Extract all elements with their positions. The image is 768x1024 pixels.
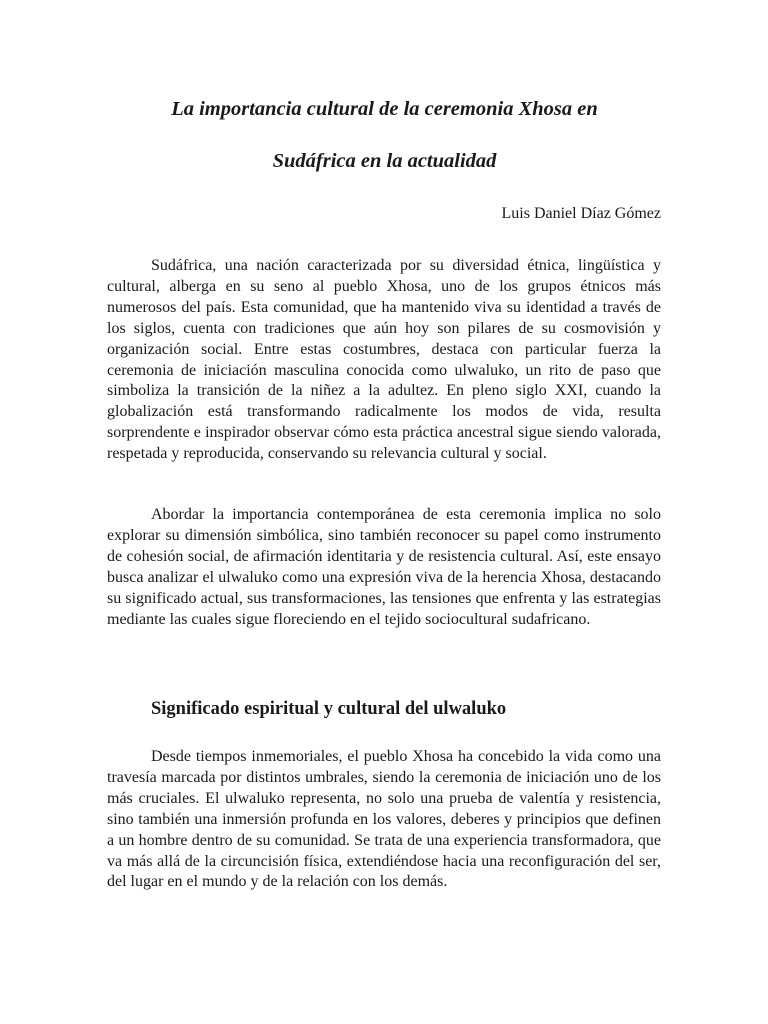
intro-paragraph-2: Abordar la importancia contemporánea de esta ceremonia implica no solo explorar su dimensión simbólica, sino también reconocer su papel como instrumento de cohesión social, de afirmación identitaria y de resistencia cultural. Así, este ensayo busca analizar el ulwaluko como una expresión viva de la herencia Xhosa, destacando su significado actual, sus transformaciones, las tensiones que enfrenta y las estrategias mediante las cuales sigue floreciendo en el tejido sociocultural sudafricano.	[107, 506, 661, 628]
document-author: Luis Daniel Díaz Gómez	[501, 205, 661, 222]
section-paragraph: Desde tiempos inmemoriales, el pueblo Xhosa ha concebido la vida como una travesía marcada por distintos umbrales, siendo la ceremonia de iniciación uno de los más cruciales. El ulwaluko representa, no solo una prueba de valentía y resistencia, sino también una inmersión profunda en los valores, deberes y principios que definen a un hombre dentro de su comunidad. Se trata de una experiencia transformadora, que va más allá de la circuncisión física, extendiéndose hacia una reconfiguración del ser, del lugar en el mundo y de la relación con los demás.	[107, 748, 661, 891]
intro-paragraph-1: Sudáfrica, una nación caracterizada por su diversidad étnica, lingüística y cultural, alberga en su seno al pueblo Xhosa, uno de los grupos étnicos más numerosos del país. Esta comunidad, que ha mantenido viva su identidad a través de los siglos, cuenta con tradiciones que aún hoy son pilares de su cosmovisión y organización social. Entre estas costumbres, destaca con particular fuerza la ceremonia de iniciación masculina conocida como ulwaluko, un rito de paso que simboliza la transición de la niñez a la adultez. En pleno siglo XXI, cuando la globalización está transformando radicalmente los modos de vida, resulta sorprendente e inspirador observar cómo esta práctica ancestral sigue siendo valorada, respetada y reproducida, conservando su relevancia cultural y social.	[107, 257, 661, 463]
document-title-line-1: La importancia cultural de la ceremonia Xhosa en	[171, 98, 598, 120]
document-title-line-2: Sudáfrica en la actualidad	[272, 150, 497, 172]
section-heading: Significado espiritual y cultural del ulwaluko	[151, 699, 507, 719]
